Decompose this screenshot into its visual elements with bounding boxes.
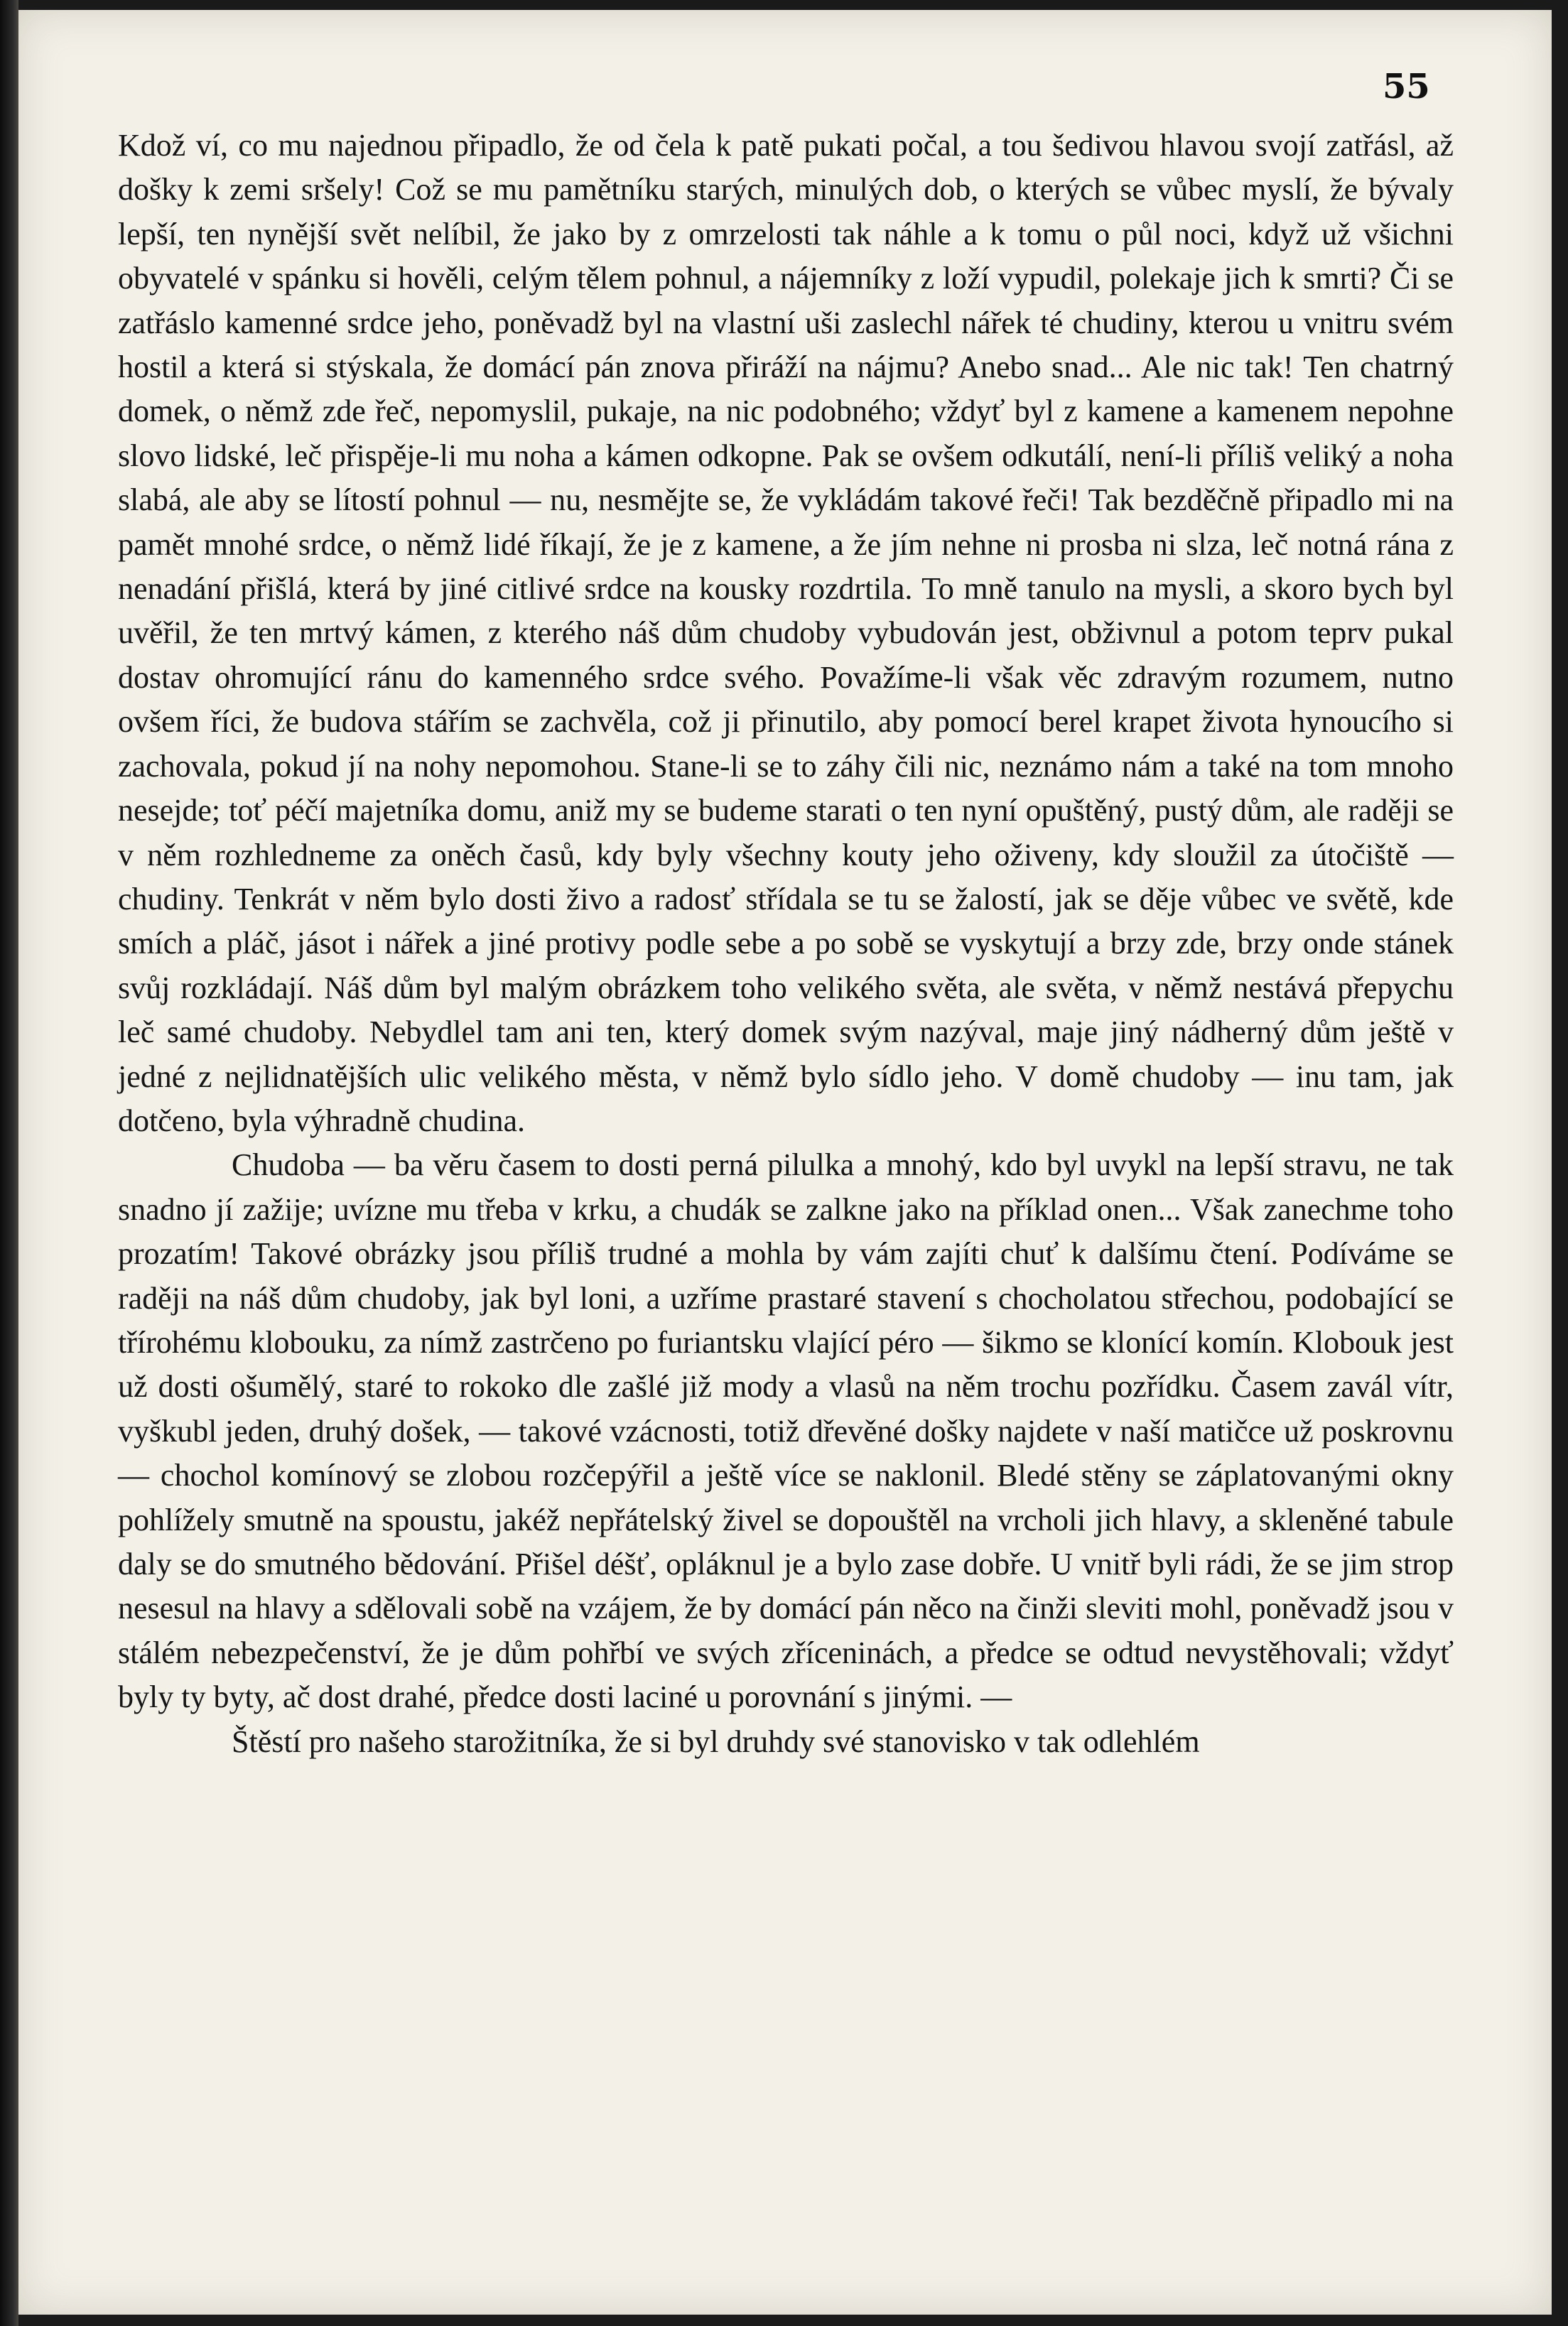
paragraph-3: Štěstí pro našeho starožitníka, že si byl druhdy své stanovisko v tak odlehlém [232,1724,1200,1759]
body-text [118,124,1454,1764]
page-number: 55 [1383,67,1430,107]
book-page [18,10,1552,2315]
paragraph-1: Kdož ví, co mu najednou připadlo, že od čela k patě pukati počal, a tou šedivou hlavou svojí zatřásl, až došky k zemi sršely! Což se mu pamětníku starých, minulých dob, o kterých se vůbec myslí, že bývaly lepší, ten nynější svět nelíbil, že jako by z omrzelosti tak náhle a k tomu o půl noci, když už všichni obyvatelé v spánku si hověli, celým tělem pohnul, a nájemníky z loží vypudil, polekaje jich k smrti? Či se zatřáslo kamenné srdce jeho, poněvadž byl na vlastní uši zaslechl nářek té chudiny, kterou u vnitru svém hostil a která si stýskala, že domácí pán znova přiráží na nájmu? Anebo snad... Ale nic tak! Ten chatrný domek, o němž zde řeč, nepomyslil, pukaje, na nic podobného; vždyť byl z kamene a kamenem nepohne slovo lidské, leč přispěje-li mu noha a kámen odkopne. Pak se ovšem odkutálí, není-li příliš veliký a noha slabá, ale aby se lítostí pohnul — nu, nesmějte se, že vykládám takové řeči! Tak bezděčně připadlo mi na pamět mnohé srdce, o němž lidé říkají, že je z kamene, a že jím nehne ni prosba ni slza, leč notná rána z nenadání přišlá, která by jiné citlivé srdce na kousky rozdrtila. To mně tanulo na mysli, a skoro bych byl uvěřil, že ten mrtvý kámen, z kterého náš dům chudoby vybudován jest, obživnul a potom teprv pukal dostav ohromující ránu do kamenného srdce svého. Považíme-li však věc zdravým rozumem, nutno ovšem říci, že budova stářím se zachvěla, což ji přinutilo, aby pomocí berel krapet života hynoucího si zachovala, pokud jí na nohy nepomohou. Stane-li se to záhy čili nic, neznámo nám a také na tom mnoho nesejde; toť péčí majetníka domu, aniž my se budeme starati o ten nyní opuštěný, pustý dům, ale raději se v něm rozhledneme za oněch časů, kdy byly všechny kouty jeho oživeny, kdy sloužil za útočiště — chudiny. Tenkrát v něm bylo dosti živo a radosť střídala se tu se žalostí, jak se děje vůbec ve světě, kde smích a pláč, jásot i nářek a jiné protivy podle sebe a po sobě se vyskytují a brzy zde, brzy onde stánek svůj rozkládají. Náš dům byl malým obrázkem toho velikého světa, ale světa, v němž nestává přepychu leč samé chudoby. Nebydlel tam ani ten, který domek svým nazýval, maje jiný nádherný dům ještě v jedné z nejlidnatějších ulic velikého města, v němž bylo sídlo jeho. V domě chudoby — inu tam, jak dotčeno, byla výhradně chudina. [118,128,1454,1138]
book-binding-edge [0,0,18,2326]
paragraph-2: Chudoba — ba věru časem to dosti perná pilulka a mnohý, kdo byl uvykl na lepší stravu, ne tak snadno jí zažije; uvízne mu třeba v krku, a chudák se zalkne jako na příklad onen... Však zanechme toho prozatím! Takové obrázky jsou příliš trudné a mohla by vám zajíti chuť k dalšímu čtení. Podíváme se raději na náš dům chudoby, jak byl loni, a uzříme prastaré stavení s chocholatou střechou, podobající se třírohému klobouku, za nímž zastrčeno po furiantsku vlající péro — šikmo se klonící komín. Klobouk jest už dosti ošumělý, staré to rokoko dle zašlé již mody a vlasů na něm trochu pozřídku. Časem zavál vítr, vyškubl jeden, druhý došek, — takové vzácnosti, totiž dřevěné došky najdete v naší matičce už poskrovnu — chochol komínový se zlobou rozčepýřil a ještě více se naklonil. Bledé stěny se záplatovanými okny pohlížely smutně na spoustu, jakéž nepřátelský živel se dopouštěl na vrcholi jich hlavy, a skleněné tabule daly se do smutného bědování. Přišel déšť, opláknul je a bylo zase dobře. U vnitř byli rádi, že se jim strop nesesul na hlavy a sdělovali sobě na vzájem, že by domácí pán něco na činži sleviti mohl, poněvadž jsou v stálém nebezpečenství, že je dům pohřbí ve svých zříceninách, a předce se odtud nevystěhovali; vždyť byly ty byty, ač dost drahé, předce dosti laciné u porovnání s jinými. — [118,1147,1454,1715]
